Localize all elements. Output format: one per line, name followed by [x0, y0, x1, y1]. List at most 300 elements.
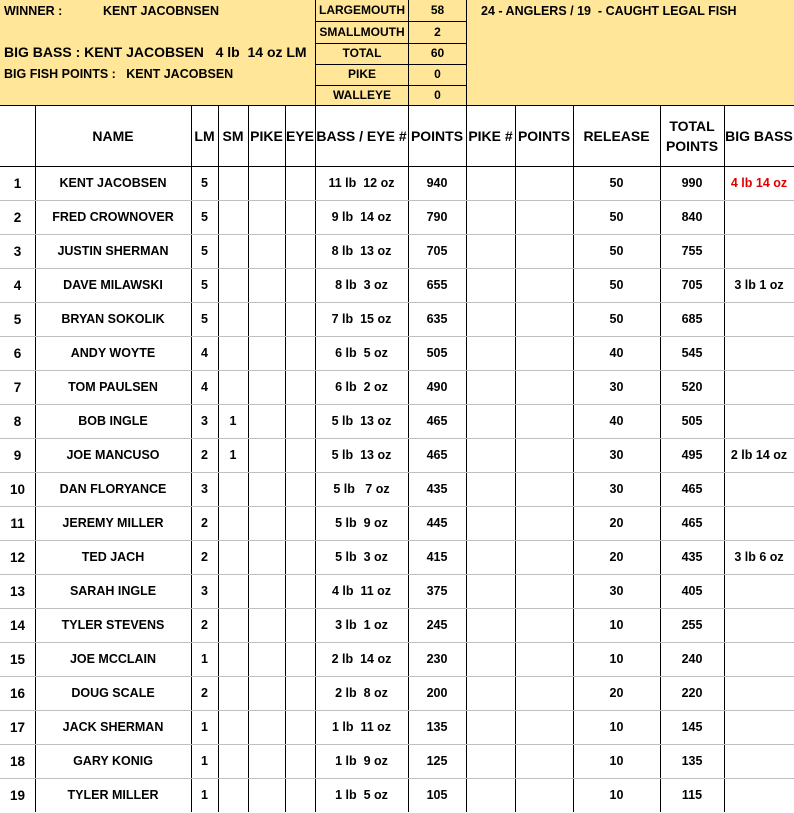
cell-total-points: 495	[681, 448, 703, 462]
cell-total-points: 705	[681, 278, 703, 292]
cell-points: 435	[426, 482, 448, 496]
cell-pike	[248, 540, 285, 574]
cell-bass-eye-count: 5 lb 9 oz	[335, 516, 388, 530]
cell-release: 50	[609, 210, 624, 224]
cell-eye	[285, 200, 315, 234]
cell-name: JACK SHERMAN	[62, 720, 164, 734]
cell-rank: 9	[13, 447, 22, 463]
cell-eye	[285, 608, 315, 642]
cell-name: TED JACH	[81, 550, 145, 564]
cell-big-bass	[724, 608, 794, 642]
cell-pike	[248, 404, 285, 438]
cell-total-points: 545	[681, 346, 703, 360]
cell-eye	[285, 166, 315, 200]
cell-pike-points	[515, 166, 573, 200]
cell-pike-count	[466, 506, 515, 540]
cell-eye	[285, 438, 315, 472]
cell-pike-count	[466, 438, 515, 472]
cell-eye	[285, 234, 315, 268]
cell-pike	[248, 778, 285, 812]
cell-name: BRYAN SOKOLIK	[61, 312, 165, 326]
cell-sm	[218, 200, 248, 234]
cell-eye	[285, 574, 315, 608]
cell-pike	[248, 642, 285, 676]
cell-rank: 8	[13, 413, 22, 429]
cell-sm	[218, 336, 248, 370]
summary-value: 0	[434, 88, 441, 102]
cell-pike-points	[515, 710, 573, 744]
cell-pike	[248, 744, 285, 778]
cell-pike	[248, 506, 285, 540]
cell-lm: 2	[201, 448, 208, 462]
row-divider	[0, 744, 794, 745]
cell-pike-points	[515, 744, 573, 778]
cell-release: 50	[609, 278, 624, 292]
cell-points: 200	[426, 686, 448, 700]
cell-pike	[248, 234, 285, 268]
cell-bass-eye-count: 8 lb 13 oz	[331, 244, 392, 258]
column-header-big-bass: BIG BASS	[725, 128, 793, 144]
cell-points: 465	[426, 448, 448, 462]
column-header-release: RELEASE	[583, 128, 650, 144]
cell-pike-count	[466, 574, 515, 608]
cell-big-bass	[724, 404, 794, 438]
cell-eye	[285, 506, 315, 540]
cell-bass-eye-count: 5 lb 13 oz	[331, 448, 392, 462]
cell-name: TYLER STEVENS	[61, 618, 165, 632]
cell-bass-eye-count: 8 lb 3 oz	[335, 278, 388, 292]
row-divider	[0, 642, 794, 643]
cell-sm	[218, 778, 248, 812]
cell-points: 105	[426, 788, 448, 802]
cell-release: 10	[609, 652, 624, 666]
cell-release: 10	[609, 754, 624, 768]
row-divider	[0, 234, 794, 235]
cell-sm	[218, 302, 248, 336]
cell-eye	[285, 744, 315, 778]
cell-pike-count	[466, 234, 515, 268]
row-divider	[0, 370, 794, 371]
column-divider	[408, 106, 409, 812]
cell-rank: 14	[9, 617, 26, 633]
column-divider	[660, 106, 661, 812]
cell-lm: 3	[201, 482, 208, 496]
cell-bass-eye-count: 1 lb 9 oz	[335, 754, 388, 768]
cell-big-bass: 3 lb 6 oz	[734, 550, 784, 564]
cell-bass-eye-count: 2 lb 8 oz	[335, 686, 388, 700]
cell-points: 465	[426, 414, 448, 428]
cell-release: 40	[609, 346, 624, 360]
cell-pike-count	[466, 744, 515, 778]
cell-lm: 1	[201, 652, 208, 666]
cell-pike-points	[515, 642, 573, 676]
cell-lm: 3	[201, 414, 208, 428]
cell-points: 790	[426, 210, 448, 224]
cell-name: KENT JACOBSEN	[59, 176, 167, 190]
cell-rank: 3	[13, 243, 22, 259]
cell-eye	[285, 336, 315, 370]
cell-release: 10	[609, 788, 624, 802]
cell-pike-points	[515, 540, 573, 574]
cell-big-bass	[724, 336, 794, 370]
cell-rank: 19	[9, 787, 26, 803]
cell-sm	[218, 710, 248, 744]
cell-points: 135	[426, 720, 448, 734]
column-divider	[35, 106, 36, 812]
cell-pike-count	[466, 608, 515, 642]
cell-pike-count	[466, 472, 515, 506]
cell-rank: 17	[9, 719, 26, 735]
column-divider	[191, 106, 192, 812]
column-divider	[315, 106, 316, 812]
row-divider	[0, 574, 794, 575]
cell-pike-count	[466, 200, 515, 234]
cell-release: 50	[609, 244, 624, 258]
winner-label: WINNER :	[4, 4, 63, 18]
cell-total-points: 145	[681, 720, 703, 734]
cell-release: 50	[609, 312, 624, 326]
cell-pike-count	[466, 404, 515, 438]
cell-pike-points	[515, 404, 573, 438]
cell-big-bass	[724, 200, 794, 234]
cell-name: FRED CROWNOVER	[52, 210, 174, 224]
cell-rank: 13	[9, 583, 26, 599]
cell-rank: 15	[9, 651, 26, 667]
cell-pike-count	[466, 370, 515, 404]
cell-big-bass	[724, 506, 794, 540]
cell-name: JEREMY MILLER	[62, 516, 164, 530]
cell-eye	[285, 268, 315, 302]
cell-pike	[248, 710, 285, 744]
cell-pike	[248, 472, 285, 506]
cell-rank: 2	[13, 209, 22, 225]
cell-big-bass: 3 lb 1 oz	[734, 278, 784, 292]
column-header-pike: PIKE	[250, 128, 283, 144]
row-divider	[0, 778, 794, 779]
column-divider	[573, 106, 574, 812]
cell-total-points: 520	[681, 380, 703, 394]
cell-name: GARY KONIG	[73, 754, 153, 768]
summary-label: LARGEMOUTH	[316, 0, 409, 21]
cell-points: 940	[426, 176, 448, 190]
cell-pike	[248, 438, 285, 472]
cell-name: DAN FLORYANCE	[59, 482, 167, 496]
cell-release: 10	[609, 618, 624, 632]
cell-big-bass: 2 lb 14 oz	[730, 448, 788, 462]
cell-name: DAVE MILAWSKI	[63, 278, 163, 292]
cell-pike	[248, 336, 285, 370]
cell-pike	[248, 608, 285, 642]
cell-big-bass	[724, 710, 794, 744]
cell-release: 50	[609, 176, 624, 190]
cell-lm: 5	[201, 176, 208, 190]
cell-total-points: 465	[681, 516, 703, 530]
cell-eye	[285, 404, 315, 438]
column-header-points: POINTS	[410, 128, 464, 144]
cell-bass-eye-count: 4 lb 11 oz	[331, 584, 392, 598]
cell-name: JOE MCCLAIN	[69, 652, 157, 666]
cell-big-bass	[724, 302, 794, 336]
column-header-lm: LM	[194, 128, 215, 144]
cell-eye	[285, 370, 315, 404]
cell-points: 705	[426, 244, 448, 258]
cell-lm: 1	[201, 720, 208, 734]
cell-bass-eye-count: 5 lb 13 oz	[331, 414, 392, 428]
cell-total-points: 505	[681, 414, 703, 428]
cell-pike-count	[466, 676, 515, 710]
cell-rank: 11	[10, 515, 25, 531]
cell-bass-eye-count: 6 lb 2 oz	[335, 380, 388, 394]
cell-release: 40	[609, 414, 624, 428]
cell-points: 125	[426, 754, 448, 768]
cell-release: 30	[609, 482, 624, 496]
cell-points: 375	[426, 584, 448, 598]
summary-pike	[316, 64, 466, 85]
cell-points: 445	[426, 516, 448, 530]
cell-sm	[218, 166, 248, 200]
row-divider	[0, 506, 794, 507]
summary-largemouth	[316, 0, 466, 21]
cell-name: JUSTIN SHERMAN	[57, 244, 169, 258]
cell-sm	[218, 234, 248, 268]
summary-smallmouth	[316, 22, 466, 43]
cell-pike-points	[515, 234, 573, 268]
cell-pike-points	[515, 574, 573, 608]
cell-sm	[218, 574, 248, 608]
column-divider	[285, 106, 286, 812]
cell-name: ANDY WOYTE	[70, 346, 156, 360]
cell-pike-points	[515, 472, 573, 506]
summary-value: 58	[430, 3, 445, 17]
big-fish-points: BIG FISH POINTS : KENT JACOBSEN	[4, 67, 234, 81]
cell-lm: 5	[201, 244, 208, 258]
cell-release: 20	[609, 550, 624, 564]
cell-total-points: 255	[681, 618, 703, 632]
cell-eye	[285, 540, 315, 574]
results-header	[0, 0, 794, 106]
column-header-name: NAME	[92, 128, 134, 144]
cell-sm	[218, 472, 248, 506]
row-divider	[0, 404, 794, 405]
big-bass-summary: BIG BASS : KENT JACOBSEN 4 lb 14 oz LM	[4, 44, 307, 60]
cell-points: 490	[426, 380, 448, 394]
summary-value: 2	[434, 25, 441, 39]
cell-release: 30	[609, 584, 624, 598]
row-divider	[0, 472, 794, 473]
cell-pike-count	[466, 268, 515, 302]
cell-pike	[248, 676, 285, 710]
cell-rank: 4	[13, 277, 22, 293]
cell-pike-points	[515, 268, 573, 302]
cell-pike-points	[515, 370, 573, 404]
cell-bass-eye-count: 2 lb 14 oz	[331, 652, 392, 666]
cell-points: 230	[426, 652, 448, 666]
cell-bass-eye-count: 5 lb 7 oz	[333, 482, 390, 496]
cell-sm	[218, 268, 248, 302]
cell-eye	[285, 778, 315, 812]
row-divider	[0, 438, 794, 439]
cell-sm	[218, 744, 248, 778]
cell-lm: 4	[201, 346, 208, 360]
summary-label: WALLEYE	[316, 85, 409, 106]
cell-bass-eye-count: 11 lb 12 oz	[328, 176, 395, 190]
cell-rank: 7	[13, 379, 22, 395]
cell-pike	[248, 574, 285, 608]
cell-sm	[218, 540, 248, 574]
cell-lm: 5	[201, 210, 208, 224]
cell-total-points: 990	[681, 176, 703, 190]
cell-pike-count	[466, 540, 515, 574]
cell-lm: 4	[201, 380, 208, 394]
column-header-rank	[0, 106, 35, 166]
column-header-sm: SM	[222, 128, 244, 144]
cell-name: DOUG SCALE	[71, 686, 155, 700]
cell-points: 245	[426, 618, 448, 632]
cell-total-points: 685	[681, 312, 703, 326]
cell-total-points: 115	[681, 788, 703, 802]
cell-big-bass	[724, 676, 794, 710]
cell-rank: 1	[13, 175, 22, 191]
row-divider	[0, 710, 794, 711]
cell-rank: 10	[9, 481, 26, 497]
cell-lm: 3	[201, 584, 208, 598]
cell-bass-eye-count: 5 lb 3 oz	[335, 550, 388, 564]
summary-walleye	[316, 85, 466, 106]
cell-pike-points	[515, 778, 573, 812]
cell-total-points: 840	[681, 210, 703, 224]
column-divider	[248, 106, 249, 812]
cell-bass-eye-count: 3 lb 1 oz	[335, 618, 388, 632]
column-header-pike-points: POINTS	[517, 128, 571, 144]
catch-summary-box	[315, 0, 467, 106]
cell-big-bass	[724, 370, 794, 404]
cell-pike-count	[466, 166, 515, 200]
cell-sm	[218, 642, 248, 676]
cell-name: TOM PAULSEN	[68, 380, 158, 394]
cell-pike-points	[515, 676, 573, 710]
row-divider	[0, 336, 794, 337]
cell-eye	[285, 710, 315, 744]
cell-pike-points	[515, 302, 573, 336]
row-divider	[0, 608, 794, 609]
cell-eye	[285, 302, 315, 336]
row-divider	[0, 268, 794, 269]
cell-release: 20	[609, 516, 624, 530]
cell-total-points: 240	[681, 652, 703, 666]
cell-release: 30	[609, 380, 624, 394]
cell-points: 655	[426, 278, 448, 292]
cell-pike	[248, 268, 285, 302]
cell-sm	[218, 506, 248, 540]
column-divider	[724, 106, 725, 812]
cell-name: TYLER MILLER	[67, 788, 159, 802]
cell-big-bass: 4 lb 14 oz	[730, 176, 788, 190]
row-divider	[0, 166, 794, 167]
cell-pike-count	[466, 778, 515, 812]
cell-rank: 18	[9, 753, 26, 769]
summary-label: TOTAL	[316, 43, 409, 64]
column-divider	[466, 106, 467, 812]
row-divider	[0, 676, 794, 677]
column-header-pike-count: PIKE #	[468, 128, 513, 144]
cell-lm: 5	[201, 312, 208, 326]
cell-pike	[248, 370, 285, 404]
column-header-bass-eye-count: BASS / EYE #	[316, 128, 407, 144]
cell-lm: 5	[201, 278, 208, 292]
cell-big-bass	[724, 642, 794, 676]
cell-name: BOB INGLE	[78, 414, 148, 428]
cell-pike-count	[466, 336, 515, 370]
cell-big-bass	[724, 744, 794, 778]
cell-pike	[248, 200, 285, 234]
cell-bass-eye-count: 6 lb 5 oz	[335, 346, 388, 360]
cell-big-bass	[724, 234, 794, 268]
cell-rank: 16	[9, 685, 26, 701]
cell-total-points: 755	[681, 244, 703, 258]
row-divider	[0, 540, 794, 541]
cell-bass-eye-count: 9 lb 14 oz	[331, 210, 392, 224]
cell-bass-eye-count: 7 lb 15 oz	[331, 312, 392, 326]
cell-pike-points	[515, 608, 573, 642]
cell-name: JOE MANCUSO	[66, 448, 160, 462]
cell-bass-eye-count: 1 lb 11 oz	[331, 720, 392, 734]
cell-lm: 1	[201, 754, 208, 768]
cell-total-points: 435	[681, 550, 703, 564]
cell-release: 30	[609, 448, 624, 462]
cell-lm: 2	[201, 618, 208, 632]
cell-bass-eye-count: 1 lb 5 oz	[335, 788, 388, 802]
column-divider	[515, 106, 516, 812]
cell-points: 635	[426, 312, 448, 326]
cell-sm	[218, 370, 248, 404]
cell-pike	[248, 166, 285, 200]
row-divider	[0, 200, 794, 201]
cell-release: 10	[609, 720, 624, 734]
cell-lm: 2	[201, 550, 208, 564]
cell-sm	[218, 608, 248, 642]
cell-pike-count	[466, 642, 515, 676]
row-divider	[0, 302, 794, 303]
cell-pike-count	[466, 710, 515, 744]
cell-big-bass	[724, 574, 794, 608]
cell-total-points: 465	[681, 482, 703, 496]
cell-eye	[285, 472, 315, 506]
cell-rank: 12	[9, 549, 26, 565]
cell-pike-points	[515, 200, 573, 234]
summary-label: PIKE	[316, 64, 409, 85]
cell-pike-points	[515, 336, 573, 370]
cell-pike-points	[515, 506, 573, 540]
anglers-note: 24 - ANGLERS / 19 - CAUGHT LEGAL FISH	[481, 4, 737, 18]
cell-eye	[285, 642, 315, 676]
cell-sm	[218, 676, 248, 710]
column-header-eye: EYE	[285, 128, 314, 144]
column-divider	[218, 106, 219, 812]
summary-total	[316, 43, 466, 64]
cell-points: 415	[426, 550, 448, 564]
summary-value: 0	[434, 67, 441, 81]
cell-total-points: 220	[681, 686, 703, 700]
cell-eye	[285, 676, 315, 710]
cell-name: SARAH INGLE	[69, 584, 157, 598]
cell-sm: 1	[229, 448, 237, 462]
cell-big-bass	[724, 778, 794, 812]
cell-points: 505	[426, 346, 448, 360]
summary-value: 60	[430, 46, 445, 60]
cell-lm: 1	[201, 788, 208, 802]
cell-total-points: 405	[681, 584, 703, 598]
cell-rank: 5	[13, 311, 22, 327]
